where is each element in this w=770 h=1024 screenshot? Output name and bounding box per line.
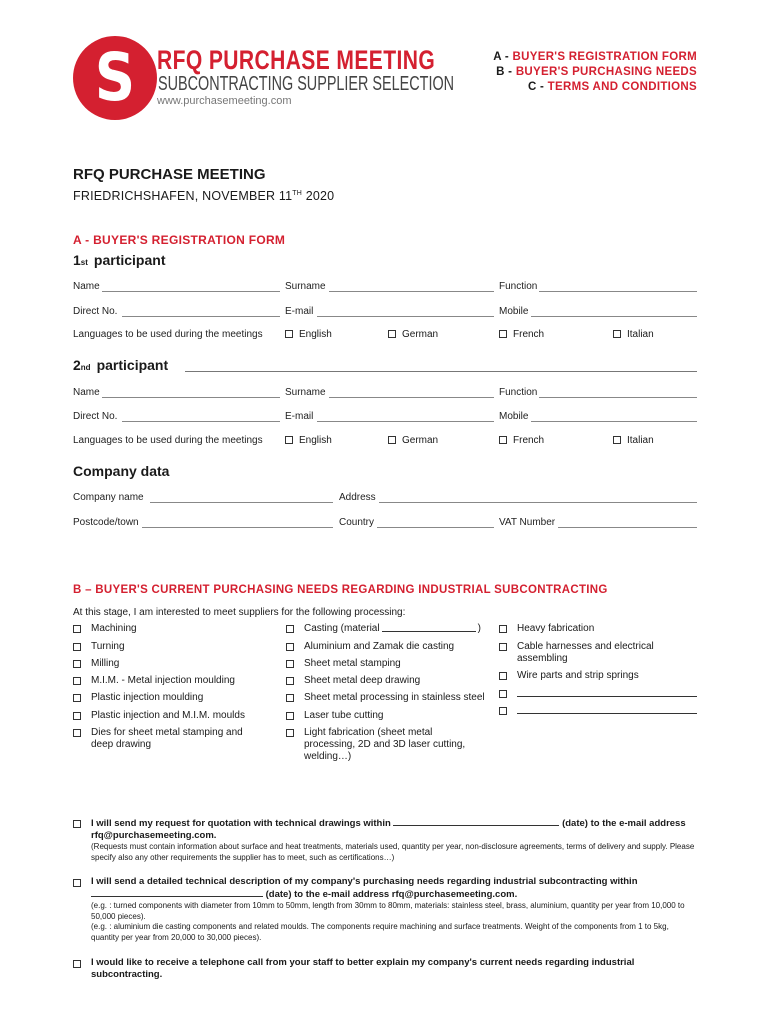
company-data-title: Company data xyxy=(73,463,170,479)
checkbox-heavy-fabrication[interactable]: Heavy fabrication xyxy=(499,623,594,635)
brand-title: RFQ PURCHASE MEETING xyxy=(157,45,436,75)
checkbox-turning[interactable]: Turning xyxy=(73,641,125,653)
company-name-field[interactable] xyxy=(150,502,333,503)
checkbox-casting[interactable]: Casting (material ) xyxy=(286,623,481,635)
email-field[interactable] xyxy=(317,421,494,422)
function-label: Function xyxy=(499,387,538,398)
vat-field[interactable] xyxy=(558,527,697,528)
postcode-label: Postcode/town xyxy=(73,517,139,528)
toc-item: B - BUYER'S PURCHASING NEEDS xyxy=(496,66,697,78)
other-2-field[interactable] xyxy=(517,705,697,714)
checkbox-plastic-mim-moulds[interactable]: Plastic injection and M.I.M. moulds xyxy=(73,710,245,722)
direct-label: Direct No. xyxy=(73,306,118,317)
surname-field[interactable] xyxy=(329,291,494,292)
checkbox-deep-drawing[interactable]: Sheet metal deep drawing xyxy=(286,675,420,687)
direct-label: Direct No. xyxy=(73,411,118,422)
surname-label: Surname xyxy=(285,281,326,292)
address-field[interactable] xyxy=(379,502,697,503)
mobile-field[interactable] xyxy=(531,316,697,317)
country-label: Country xyxy=(339,517,375,528)
surname-field[interactable] xyxy=(329,397,494,398)
option-technical-description[interactable]: I will send a detailed technical description of my company's purchasing needs regarding industrial subcontracting within (date) to the e-mail address rfq@purchasemeeting.com. (e.g. : turned components with diameter from 10mm to 50mm, length from 30mm to 80mm, materials: stainless steel, brass, aluminium, quantity per year from 10,000 to 50,000 pieces). (e.g. : aluminium die casting components and related moulds. The components require machining and surface treatments. Weight of the components from 1 to 5kg, quantity per year from 20,000 to 30,000 pieces). xyxy=(73,876,697,943)
direct-field[interactable] xyxy=(122,421,280,422)
name-field[interactable] xyxy=(102,397,280,398)
toc-item: C - TERMS AND CONDITIONS xyxy=(527,81,697,93)
name-label: Name xyxy=(73,387,100,398)
company-name-label: Company name xyxy=(73,492,144,503)
lang-english-checkbox[interactable]: English xyxy=(285,330,332,340)
checkbox-mim[interactable]: M.I.M. - Metal injection moulding xyxy=(73,675,235,687)
lang-italian-checkbox[interactable]: Italian xyxy=(613,330,654,340)
brand-subtitle: SUBCONTRACTING SUPPLIER SELECTION xyxy=(158,73,455,95)
participant-2-rule xyxy=(185,371,697,372)
email-field[interactable] xyxy=(317,316,494,317)
lang-german-checkbox[interactable]: German xyxy=(388,436,438,446)
checkbox-sheet-stamping[interactable]: Sheet metal stamping xyxy=(286,658,401,670)
rfq-date-field[interactable] xyxy=(393,817,559,826)
rfq-note: (Requests must contain information about surface and heat treatments, materials used, quantity per year, non-disclosure agreements, terms of delivery and supply. Please specify also any other requirements the supplier has to meet, such as certifications…) xyxy=(91,842,695,862)
checkbox-die-casting[interactable]: Aluminium and Zamak die casting xyxy=(286,641,454,653)
email-label: E-mail xyxy=(285,411,314,422)
other-1-field[interactable] xyxy=(517,688,697,697)
checkbox-machining[interactable]: Machining xyxy=(73,623,137,635)
rfq-drawings-checkbox[interactable] xyxy=(73,820,81,828)
country-field[interactable] xyxy=(377,527,494,528)
checkbox-dies[interactable]: Dies for sheet metal stamping and deep drawing xyxy=(73,727,263,751)
postcode-field[interactable] xyxy=(142,527,333,528)
participant-2-title: 2 $_{nd}$ participant xyxy=(73,357,169,373)
checkbox-light-fabrication[interactable]: Light fabrication (sheet metal processing, 2D and 3D laser cutting, welding…) xyxy=(286,727,486,763)
lang-english-checkbox[interactable]: English xyxy=(285,436,332,446)
checkbox-milling[interactable]: Milling xyxy=(73,658,119,670)
telephone-call-text: I would like to receive a telephone call from your staff to better explain my company's current needs regarding industrial subcontracting. xyxy=(91,957,635,980)
email-label: E-mail xyxy=(285,306,314,317)
checkbox-cable-harnesses[interactable]: Cable harnesses and electrical assembling xyxy=(499,641,669,665)
checkbox-wire-parts[interactable]: Wire parts and strip springs xyxy=(499,670,639,682)
event-date: FRIEDRICHSHAFEN, NOVEMBER 11TH 2020 xyxy=(73,189,335,204)
logo-letter: S xyxy=(94,39,136,116)
section-b-title: B – BUYER'S CURRENT PURCHASING NEEDS REGARDING INDUSTRIAL SUBCONTRACTING xyxy=(73,584,608,596)
telephone-call-checkbox[interactable] xyxy=(73,960,81,968)
checkbox-plastic-injection[interactable]: Plastic injection moulding xyxy=(73,692,203,704)
toc-item: A - BUYER'S REGISTRATION FORM xyxy=(493,51,697,63)
option-rfq-drawings[interactable]: I will send my request for quotation with technical drawings within (date) to the e-mail address rfq@purchasemeeting.com. (Requests must contain information about surface and heat treatments, materials used, quantity per year, non-disclosure agreements, terms of delivery and supply. Please specify also any other requirements the supplier has to meet, such as certifications…) xyxy=(73,817,697,863)
address-label: Address xyxy=(339,492,376,503)
mobile-label: Mobile xyxy=(499,306,529,317)
lang-german-checkbox[interactable]: German xyxy=(388,330,438,340)
checkbox-other-2[interactable] xyxy=(499,705,697,715)
participant-1-title: 1 $_{st}$ participant xyxy=(73,252,166,268)
name-label: Name xyxy=(73,281,100,292)
function-field[interactable] xyxy=(539,291,697,292)
languages-label: Languages to be used during the meetings xyxy=(73,435,263,446)
page-title: RFQ PURCHASE MEETING xyxy=(73,166,266,183)
section-a-title: A - BUYER'S REGISTRATION FORM xyxy=(73,233,286,247)
description-note-2: (e.g. : aluminium die casting components and related moulds. The components require machining and surface treatments. Weight of the components from 1 to 5kg, quantity per year from 20,000 to 30,000 pieces). xyxy=(91,922,669,942)
checkbox-stainless[interactable]: Sheet metal processing in stainless steel xyxy=(286,692,485,704)
option-telephone-call[interactable] xyxy=(73,957,697,981)
lang-french-checkbox[interactable]: French xyxy=(499,330,544,340)
lang-french-checkbox[interactable]: French xyxy=(499,436,544,446)
name-field[interactable] xyxy=(102,291,280,292)
description-date-field[interactable] xyxy=(91,888,263,897)
checkbox-laser-tube[interactable]: Laser tube cutting xyxy=(286,710,384,722)
mobile-label: Mobile xyxy=(499,411,529,422)
surname-label: Surname xyxy=(285,387,326,398)
description-note-1: (e.g. : turned components with diameter from 10mm to 50mm, length from 30mm to 80mm, materials: stainless steel, brass, aluminium, quantity per year from 10,000 to 50,000 pieces). xyxy=(91,901,685,921)
section-b-intro: At this stage, I am interested to meet suppliers for the following processing: xyxy=(73,607,406,618)
casting-material-field[interactable] xyxy=(382,623,476,632)
vat-label: VAT Number xyxy=(499,517,556,528)
checkbox-other-1[interactable] xyxy=(499,688,697,698)
technical-description-checkbox[interactable] xyxy=(73,879,81,887)
direct-field[interactable] xyxy=(122,316,280,317)
website-url: www.purchasemeeting.com xyxy=(157,95,292,107)
mobile-field[interactable] xyxy=(531,421,697,422)
function-field[interactable] xyxy=(539,397,697,398)
lang-italian-checkbox[interactable]: Italian xyxy=(613,436,654,446)
languages-label: Languages to be used during the meetings xyxy=(73,329,263,340)
table-of-contents xyxy=(493,50,697,95)
function-label: Function xyxy=(499,281,538,292)
